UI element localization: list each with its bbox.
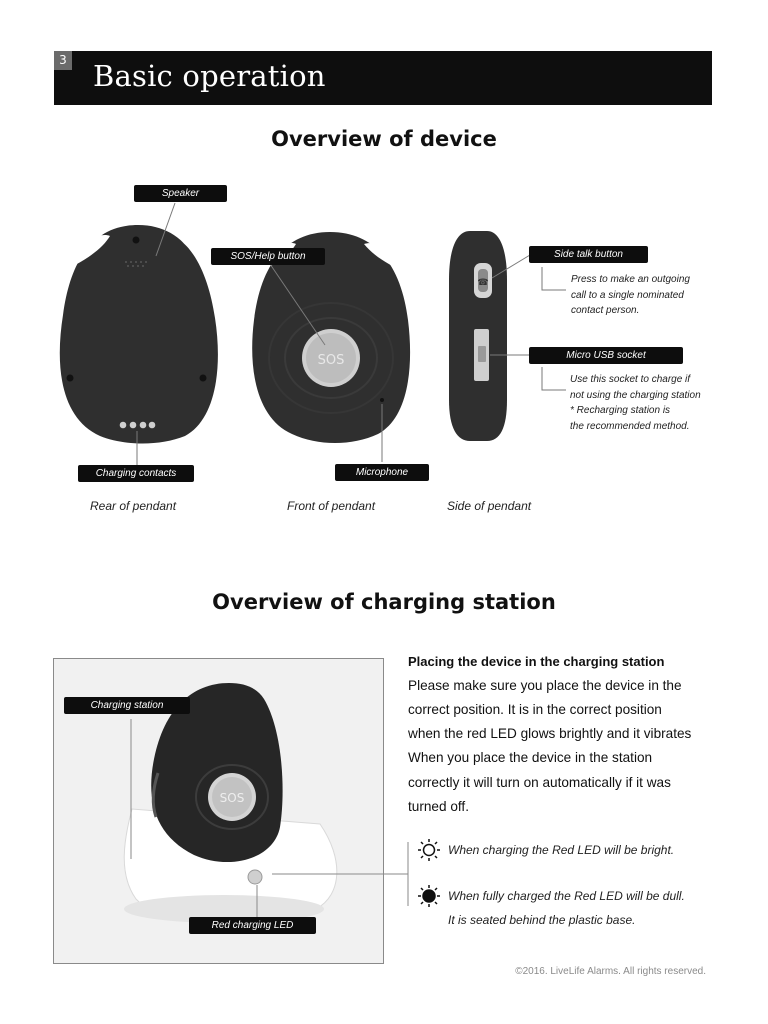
bright-sun-icon: [418, 839, 440, 861]
page-number: 3: [54, 51, 72, 70]
device-section-title: Overview of device: [271, 127, 497, 151]
sos-button-text: SOS: [317, 353, 345, 368]
led-dull-note: When fully charged the Red LED will be dull.: [448, 889, 685, 903]
red-charging-led-label: Red charging LED: [189, 917, 316, 934]
side-talk-note: Press to make an outgoing call to a single nominated contact person.: [571, 274, 690, 316]
charging-contacts-label: Charging contacts: [78, 465, 194, 482]
sos-help-button-label: SOS/Help button: [211, 248, 325, 265]
copyright-footer: ©2016. LiveLife Alarms. All rights reserved.: [515, 966, 706, 977]
led-dull-note-continued: It is seated behind the plastic base.: [448, 913, 636, 927]
paragraph-line: when the red LED glows brightly and it vibrates: [408, 726, 692, 741]
micro-usb-note: Use this socket to charge if not using the charging station * Recharging station is the recommended method.: [570, 374, 701, 432]
side-caption: Side of pendant: [447, 499, 532, 513]
paragraph-line: turned off.: [408, 799, 469, 814]
paragraph-line: correctly it will turn on automatically if it was: [408, 775, 671, 790]
paragraph-line: correct position. It is in the correct position: [408, 702, 662, 717]
station-section-title: Overview of charging station: [212, 590, 556, 614]
dull-sun-icon: [418, 885, 440, 907]
paragraph-line: Please make sure you place the device in the: [408, 678, 682, 693]
charging-station-label: Charging station: [64, 697, 190, 714]
page-title: Basic operation: [93, 59, 326, 93]
rear-caption: Rear of pendant: [90, 499, 177, 513]
side-talk-button-label: Side talk button: [529, 246, 648, 263]
micro-usb-socket-label: Micro USB socket: [529, 347, 683, 364]
station-sos-text: SOS: [219, 791, 245, 805]
microphone-label: Microphone: [335, 464, 429, 481]
paragraph-line: When you place the device in the station: [408, 750, 653, 765]
front-caption: Front of pendant: [287, 499, 376, 513]
svg-text:☎: ☎: [477, 278, 489, 288]
paragraph-title: Placing the device in the charging station: [408, 654, 665, 669]
led-bright-note: When charging the Red LED will be bright.: [448, 843, 675, 857]
speaker-label: Speaker: [134, 185, 227, 202]
